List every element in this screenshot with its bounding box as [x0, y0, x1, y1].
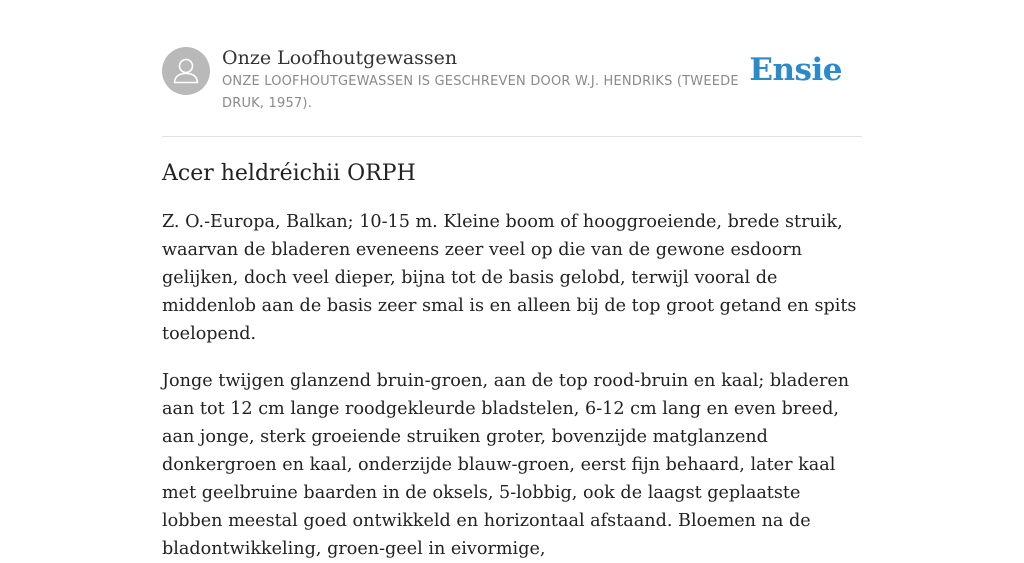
entry-paragraph: Z. O.-Europa, Balkan; 10-15 m. Kleine boom of hooggroeiende, brede struik, waarvan de bladeren eveneens zeer veel op die van de gewone esdoorn gelijken, doch veel dieper, bijna tot de basis gelobd, terwijl vooral de middenlob aan de basis zeer smal is en alleen bij de top groot getand en spits toelopend.	[162, 212, 857, 344]
author-avatar[interactable]	[162, 47, 210, 95]
entry-content	[162, 158, 866, 563]
entry-paragraph: Jonge twijgen glanzend bruin-groen, aan de top rood-bruin en kaal; bladeren aan tot 12 cm lange roodgekleurde bladstelen, 6-12 cm lang en even breed, aan jonge, sterk groeiende struiken groter, bovenzijde matglanzend donkergroen en kaal, onderzijde blauw-groen, eerst fijn behaard, later kaal met geelbruine baarden in de oksels, 5-lobbig, ook de laagst geplaatste lobben meestal goed ontwikkeld en horizontaal afstaand. Bloemen na de bladontwikkeling, groen-geel in eivormige,	[162, 371, 850, 559]
book-description: ONZE LOOFHOUTGEWASSEN IS GESCHREVEN DOOR W.J. HENDRIKS (TWEEDE DRUK, 1957).	[222, 74, 739, 111]
user-icon	[162, 47, 210, 95]
book-header	[162, 46, 862, 137]
book-title[interactable]: Onze Loofhoutgewassen	[222, 47, 458, 69]
entry-title: Acer heldréichii ORPH	[162, 161, 416, 186]
brand-logo[interactable]: Ensie	[749, 52, 842, 88]
